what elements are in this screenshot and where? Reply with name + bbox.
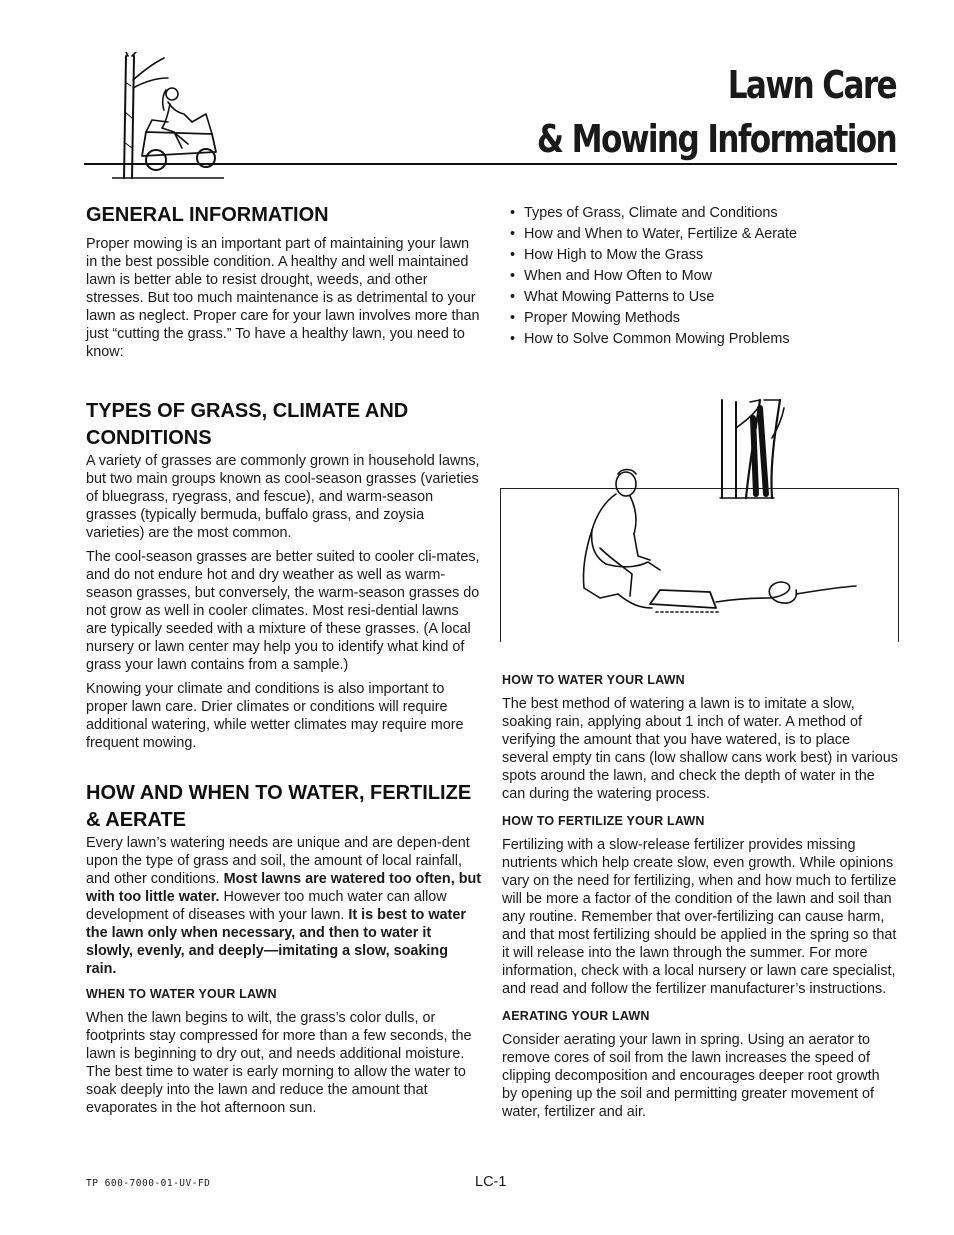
topics-list-container bbox=[510, 203, 896, 350]
types-paragraph-3: Knowing your climate and conditions is also important to proper lawn care. Drier climates or conditions will require additional watering, while wetter climates may require more frequent mowing. bbox=[86, 681, 464, 751]
water-intro-text-b: However too much water can allow development of diseases with your lawn. bbox=[86, 889, 447, 923]
list-item: • How to Solve Common Mowing Problems bbox=[510, 329, 896, 350]
when-to-water-body: When the lawn begins to wilt, the grass’s color dulls, or footprints stay compressed for more than a few seconds, the lawn is beginning to dry out, and needs additional moisture. The best time to water is early morning to allow the water to soak deeply into the lawn and reduce the amount that evaporates in the hot afternoon sun. bbox=[86, 1010, 472, 1116]
general-information-body: Proper mowing is an important part of maintaining your lawn in the best possible condition. A healthy and well maintained lawn is better able to resist drought, weeds, and other stresses. But too much maintenance is as detrimental to your lawn as neglect. Proper care for your lawn involves more than just “cutting the grass.” To have a healthy lawn, you need to know: bbox=[86, 236, 480, 360]
list-item: • Types of Grass, Climate and Conditions bbox=[510, 203, 896, 224]
left-column bbox=[86, 202, 482, 1117]
list-item: • When and How Often to Mow bbox=[510, 266, 896, 287]
list-item: • How and When to Water, Fertilize & Aerate bbox=[510, 224, 896, 245]
water-intro-bold-a: Most lawns are watered too often, but with too little water. bbox=[86, 871, 482, 905]
right-column bbox=[502, 672, 898, 1121]
water-intro-bold-b: It is best to water the lawn only when necessary, and then to water it slowly, evenly, and deeply—imitating a slow, soaking rain. bbox=[86, 907, 466, 977]
types-paragraph-1: A variety of grasses are commonly grown in household lawns, but two main groups known as cool-season grasses (varieties of bluegrass, ryegrass, and fescue), and warm-season grasses (typically bermuda, buffalo grass, and zoysia varieties) are the most common. bbox=[86, 453, 480, 541]
how-to-water-heading: HOW TO WATER YOUR LAWN bbox=[502, 673, 685, 687]
page-number: LC-1 bbox=[475, 1174, 507, 1190]
types-of-grass-heading: TYPES OF GRASS, CLIMATE AND CONDITIONS bbox=[86, 400, 409, 449]
list-item: • What Mowing Patterns to Use bbox=[510, 287, 896, 308]
aerating-heading: AERATING YOUR LAWN bbox=[502, 1009, 650, 1023]
when-to-water-heading: WHEN TO WATER YOUR LAWN bbox=[86, 987, 277, 1001]
page-title bbox=[537, 58, 896, 166]
title-line-1: Lawn Care bbox=[727, 63, 896, 107]
header-divider bbox=[84, 163, 897, 165]
types-paragraph-2: The cool-season grasses are better suited to cooler cli-mates, and do not endure hot and dry weather as well as warm-season grasses, but conversely, the warm-season grasses do not grow as well in cooler climates. Most resi-dential lawns are typically seeded with a mixture of these grasses. (A local nursery or lawn center may help you to identify what kind of grass your lawn contains from a sample.) bbox=[86, 549, 480, 673]
how-to-water-body: The best method of watering a lawn is to imitate a slow, soaking rain, applying about 1 inch of water. A method of verifying the amount that you have watered, is to place several empty tin cans (low shallow cans work best) in various spots around the lawn, and check the depth of water in the can during the watering process. bbox=[502, 696, 898, 802]
topics-list bbox=[510, 203, 896, 350]
how-to-fertilize-heading: HOW TO FERTILIZE YOUR LAWN bbox=[502, 814, 705, 828]
general-information-heading: GENERAL INFORMATION bbox=[86, 204, 329, 226]
list-item: • Proper Mowing Methods bbox=[510, 308, 896, 329]
how-to-fertilize-body: Fertilizing with a slow-release fertilizer provides missing nutrients which help create slow, even growth. While opinions vary on the need for fertilizing, when and how much to fertilize will be more a factor of the condition of the lawn and soil than any routine. Remember that over-fertilizing can cause harm, and that most fertilizing should be applied in the spring so that it will release into the lawn through the summer. For more information, check with a local nursery or lawn care specialist, and read and follow the fertilizer manufacturer’s instructions. bbox=[502, 837, 897, 997]
man-watering-lawn-illustration bbox=[560, 398, 860, 630]
water-fertilize-aerate-heading: HOW AND WHEN TO WATER, FERTILIZE & AERATE bbox=[86, 782, 472, 831]
title-line-2: & Mowing Information bbox=[536, 117, 896, 161]
list-item: • How High to Mow the Grass bbox=[510, 245, 896, 266]
aerating-body: Consider aerating your lawn in spring. Using an aerator to remove cores of soil from the lawn increases the speed of clipping decomposition and encourages deeper root growth by opening up the soil and permitting greater movement of water, fertilizer and air. bbox=[502, 1032, 880, 1120]
water-intro-paragraph bbox=[86, 834, 482, 978]
water-intro-text-a: Every lawn’s watering needs are unique and are depen-dent upon the type of grass and soil, the amount of local rainfall, and other conditions. bbox=[86, 835, 470, 887]
document-code: TP 600-7000-01-UV-FD bbox=[86, 1178, 211, 1189]
